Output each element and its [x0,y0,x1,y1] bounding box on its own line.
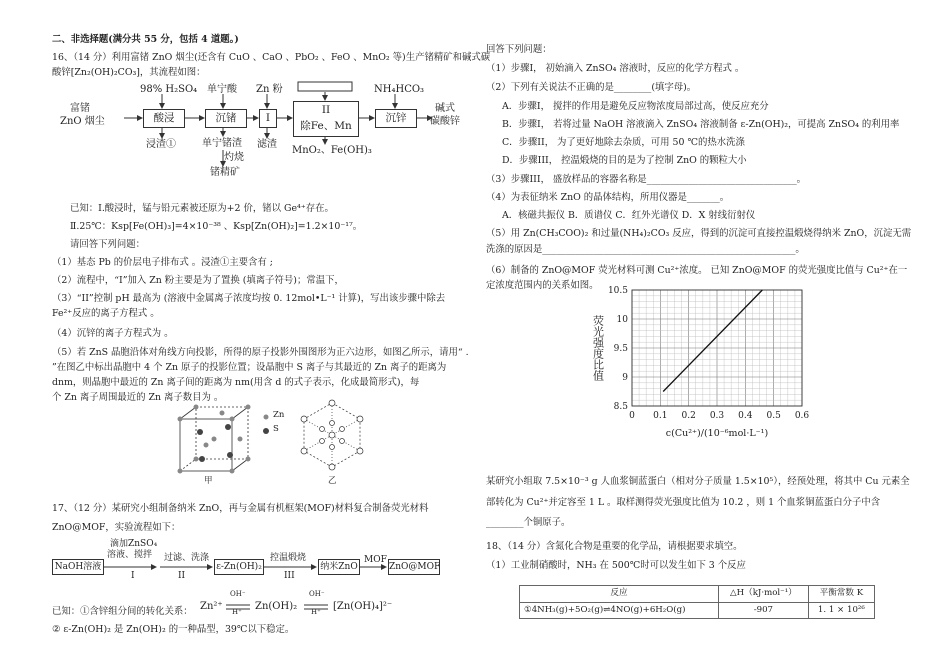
q17-part-6: （6）制备的 ZnO@MOF 荧光材料可测 Cu²⁺浓度。 已知 ZnO@MOF 的荧光强度比值与 Cu²⁺在一 [486,265,908,276]
flow-step-2a: 过滤、洗涤 [164,553,210,563]
q16-part-5b: ”在图乙中标出晶胞中 4 个 Zn 原子的投影位置；设晶胞中 S 离子与其最近的 Zn 离子的距离为 [52,362,447,373]
flow-input-1: 富锗 [70,103,90,114]
figure-jia-label: 甲 [204,476,213,486]
table-header: △H（kJ·mol⁻¹） [719,586,809,603]
crystal-figures [52,397,464,489]
q17-known-2: ② ε-Zn(OH)₂ 是 Zn(OH)₂ 的一种晶型，39℃以下稳定。 [52,624,295,635]
eq-oh-2: OH⁻ [309,590,325,598]
eq-zn2: Zn²⁺ [200,601,223,612]
flow-box-nano-zno: 纳米ZnO [318,559,360,575]
q17-flow-diagram [52,538,464,588]
flow-box-acid-leach: 酸浸 [143,109,185,128]
measure-text: 某研究小组取 7.5×10⁻³ g 人血浆铜蓝蛋白（相对分子质量 1.5×10⁵），经预处理，将其中 Cu 元素全 [486,476,910,487]
flow-out-2c: 锗精矿 [210,167,240,178]
q16-part-4: （4）沉锌的离子方程式为 。 [52,328,174,339]
figure-yi-label: 乙 [328,476,337,486]
flow-product-1: 碱式 [435,103,455,114]
flow-box-ge-precip: 沉锗 [205,109,247,128]
q17-intro: 17、（12 分）某研究小组制备纳米 ZnO，再与金属有机框架(MOF)材料复合制备荧光材料 [52,503,429,514]
q16-part-5c: dnm，则晶胞中最近的 Zn 离子间的距离为 nm(用含 d 的式子表示，化成最简形式)，每 [52,377,420,388]
legend-zn-dot [264,415,269,420]
table-cell-dh: -907 [719,602,809,619]
series-line [663,290,762,392]
flow-box-naoh: NaOH溶液 [52,559,104,575]
x-tick-label: 0.3 [709,411,725,421]
q17-known-1: 已知：①含锌组分间的转化关系： [52,606,193,617]
yi-projected-atoms [301,400,363,470]
flow-box-zn-precip: 沉锌 [375,109,417,128]
q18-part-1: （1）工业制硝酸时，NH₃ 在 500℃时可以发生如下 3 个反应 [486,560,746,571]
measure-text-2: 部转化为 Cu²⁺并定容至 1 L 。取样测得荧光强度比值为 10.2 ，则 1 个血浆铜蓝蛋白分子中含 [486,497,881,508]
eq-zn-oh4: [Zn(OH)₄]²⁻ [333,601,393,612]
flow-step-1b: 溶液、搅拌 [107,550,153,560]
flow-box-ii-sub: 除Fe、Mn [300,120,352,132]
y-axis-label: 荧光强度比值 [591,315,605,381]
eq-h-1: H⁺ [232,608,242,616]
eq-arrows [200,592,420,622]
flow-step-2c: II [178,571,186,581]
q17-option-a: A．步骤I， 搅拌的作用是避免反应物浓度局部过高，使反应充分 [502,101,769,112]
q17-part-4: （4）为表征纳米 ZnO 的晶体结构，所用仪器是_______。 [486,192,730,203]
q16-known-1: 已知：Ⅰ.酸浸时，锰与铅元素被还原为+2 价，锗以 Ge⁴⁺存在。 [70,203,334,214]
eq-zn-oh2: Zn(OH)₂ [255,601,298,612]
q16-part-3b: Fe²⁺反应的离子方程式 。 [52,308,160,319]
q17-option-c: C．步骤II， 为了更好地除去杂质，可用 50 ℃的热水洗涤 [502,137,745,148]
flow-product-2: 碳酸锌 [430,116,460,127]
flow-out-2b: 灼烧 [224,152,244,163]
flow-out-3: 滤渣 [257,139,277,150]
q17-part-6b: 定浓度范围内的关系如图。 [486,280,599,291]
x-tick-label: 0.6 [794,411,810,421]
q17-option-d: D．步骤III， 控温煅烧的目的是为了控制 ZnO 的颗粒大小 [502,155,747,166]
y-tick-label: 10.5 [607,286,628,296]
q16-intro-2: 酸锌[Zn₂(OH)₂CO₃]，其流程如图： [52,67,206,78]
fluorescence-chart [574,282,834,457]
table-header-row [520,586,875,603]
flow-reagent-1: 98% H₂SO₄ [140,84,198,95]
x-tick-label: 0.2 [681,411,696,421]
x-tick-label: 0 [629,411,635,421]
q16-known-2: Ⅱ.25℃：Ksp[Fe(OH)₃]=4×10⁻³⁸ 、Ksp[Zn(OH)₂]=1.2×10⁻¹⁷。 [70,221,363,232]
flow-step-1c: I [131,571,135,581]
flow-reagent-5: NH₄HCO₃ [374,84,425,95]
q16-ask: 请回答下列问题： [70,239,146,250]
q18-intro: 18、（14 分）含氮化合物是重要的化学品，请根据要求填空。 [486,541,743,552]
flow-reagent-3: Zn 粉 [256,84,283,95]
q16-part-3: （3）“II”控制 pH 最高为 (溶液中金属离子浓度均按 0. 12mol•L⁻¹ 计算)，写出该步骤中除去 [52,293,446,304]
flow-box-i: I [259,109,277,128]
eq-oh-1: OH⁻ [230,590,246,598]
y-tick-label: 9.5 [613,344,628,354]
q16-part-5d: 个 Zn 离子周围最近的 Zn 离子数目为 。 [52,392,224,403]
flow-out-2a: 单宁锗渣 [202,138,242,149]
q17-part-5: （5）用 Zn(CH₃COO)₂ 和过量(NH₄)₂CO₃ 反应，得到的沉淀可直接控温煅烧得纳米 ZnO，沉淀无需 [486,228,912,239]
table-cell-reaction: ①4NH₃(g)+5O₂(g)⇌4NO(g)+6H₂O(g) [520,602,719,619]
flow-out-1: 浸渣① [146,139,176,150]
flow-step-3c: III [284,571,295,581]
flow-box-e-zn-oh: ε-Zn(OH)₂ [214,559,264,575]
table-header: 平衡常数 K [808,586,874,603]
q17-equilibrium [200,592,420,622]
q16-part-2: （2）流程中，“I”加入 Zn 粉主要是为了置换 (填离子符号)；常温下， [52,275,344,286]
q17-intro-2: ZnO@MOF，实验流程如下： [52,522,181,533]
table-row [520,602,875,619]
x-tick-label: 0.4 [738,411,753,421]
flow-step-4a: MOF [364,555,387,565]
q17-option-b: B．步骤I， 若将过量 NaOH 溶液滴入 ZnSO₄ 溶液制备 ε-Zn(OH)₂，可提高 ZnSO₄ 的利用率 [502,119,900,130]
x-tick-label: 0.1 [653,411,668,421]
x-tick-label: 0.5 [766,411,781,421]
q17-part-3: （3）步骤III， 盛放样品的容器名称是________________________________。 [486,174,807,185]
flow-out-4: MnO₂、Fe(OH)₃ [292,145,372,156]
y-tick-label: 9 [622,373,628,383]
legend-s-label: S [273,424,279,434]
x-axis-label: c(Cu²⁺)/(10⁻⁶mol·L⁻¹) [665,428,769,439]
q17-part-1: （1）步骤I， 初始滴入 ZnSO₄ 溶液时，反应的化学方程式 。 [486,63,745,74]
q17-part-4-options: A．核磁共振仪 B．质谱仪 C．红外光谱仪 D．X 射线衍射仪 [502,210,756,221]
legend-zn-label: Zn [273,410,285,420]
q16-flow-diagram [52,80,464,180]
q17-ask: 回答下列问题： [486,44,552,55]
flow-reagent-2: 单宁酸 [207,84,237,95]
reaction-table [519,585,875,619]
q16-intro: 16、（14 分）利用富锗 ZnO 烟尘(还含有 CuO 、CaO 、PbO₂ 、FeO 、MnO₂ 等)生产锗精矿和碱式碳 [52,52,491,63]
zn-atoms [178,405,251,474]
table-cell-k: 1. 1 × 10²⁶ [808,602,874,619]
flow-input-2: ZnO 烟尘 [60,116,105,127]
q17-part-2: （2）下列有关说法不正确的是________(填字母)。 [486,82,697,93]
q16-part-5: （5）若 ZnS 晶胞沿体对角线方向投影，所得的原子投影外围图形为正六边形，如图乙所示，请用“ . [52,347,469,358]
flow-box-ii-label: II [321,104,331,116]
flow-box-ii [293,101,359,137]
measure-text-3: ________个铜原子。 [486,517,571,528]
table-header: 反应 [520,586,719,603]
q16-part-1: （1）基态 Pb 的价层电子排布式 。浸渣①主要含有 ; [52,257,273,268]
section-title: 二、非选择题(满分共 55 分，包括 4 道题。) [52,34,239,45]
flow-step-3a: 控温煅烧 [270,553,307,563]
flow-step-1a: 滴加ZnSO₄ [110,539,158,549]
y-tick-label: 8.5 [613,402,628,412]
s-atoms [197,424,233,462]
q17-part-5b: 洗涤的原因是______________________________________________________。 [486,244,805,255]
flow-box-zno-mof: ZnO@MOF [388,559,440,575]
legend-s-dot [263,428,269,434]
eq-h-2: H⁺ [311,608,321,616]
y-tick-label: 10 [616,315,628,325]
